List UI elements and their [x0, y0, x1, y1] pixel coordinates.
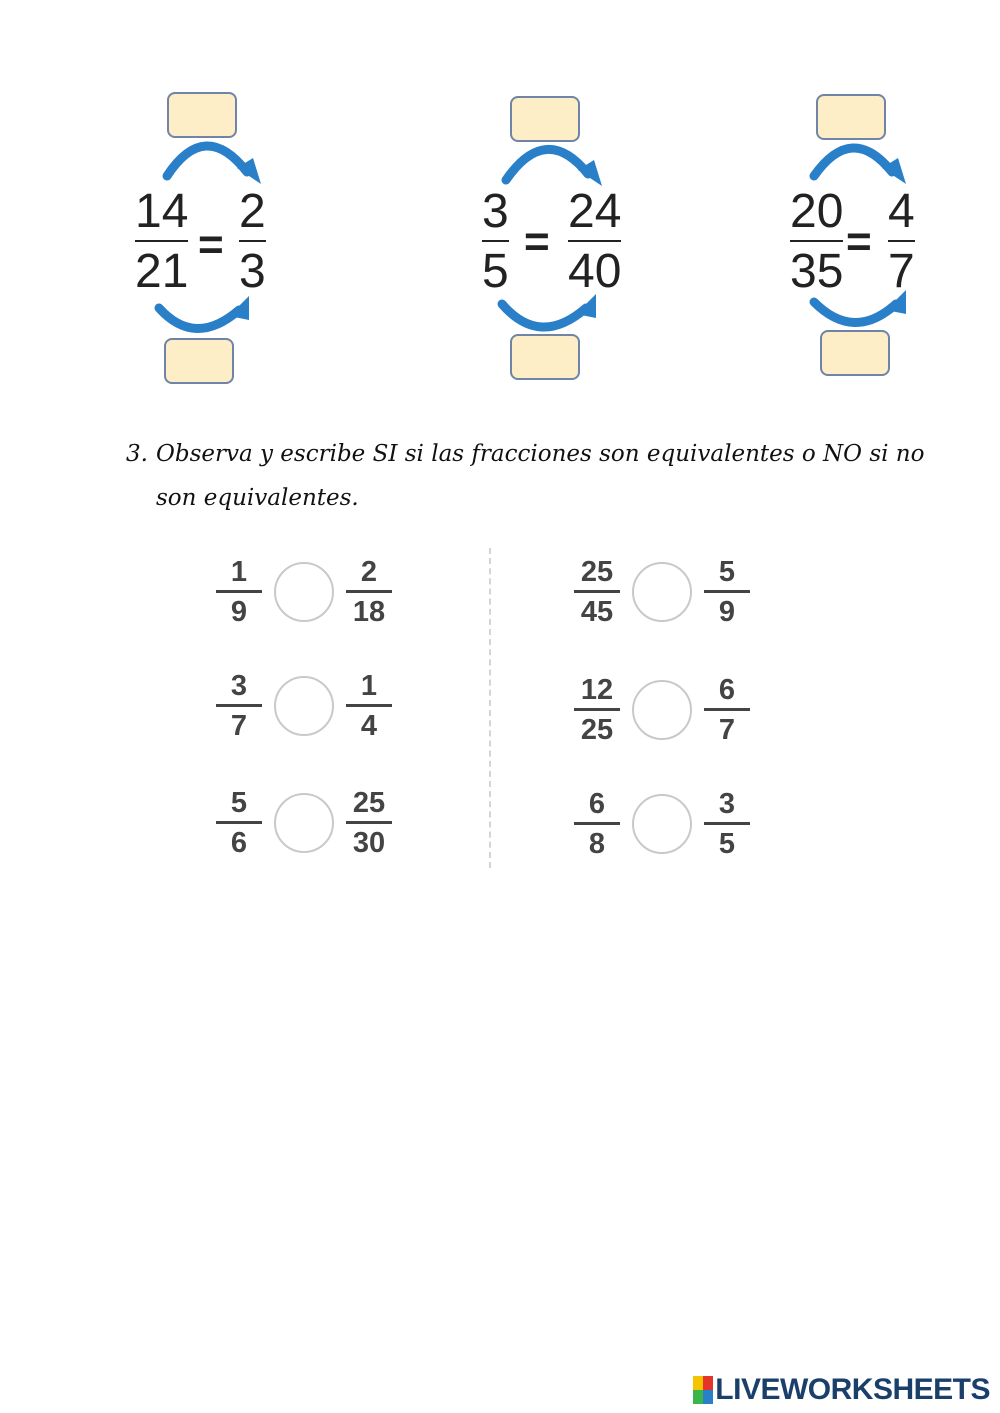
numerator: 4	[888, 185, 915, 238]
denominator: 3	[239, 245, 266, 298]
fraction-bar	[216, 590, 262, 593]
fraction-b	[704, 555, 750, 628]
denominator: 7	[718, 713, 736, 746]
fraction-bar	[346, 821, 392, 824]
numerator: 3	[482, 185, 509, 238]
bottom-answer-box[interactable]	[820, 330, 890, 376]
diagram-1	[115, 88, 315, 388]
diagram-3	[780, 92, 980, 392]
denominator: 5	[482, 245, 509, 298]
numerator: 14	[135, 185, 189, 238]
fraction-a	[216, 555, 262, 628]
fraction-a	[574, 673, 620, 746]
column-divider	[489, 548, 491, 868]
numerator: 25	[352, 786, 386, 819]
fraction-bar	[346, 590, 392, 593]
numerator: 24	[568, 185, 622, 238]
brand-name: LIVEWORKSHEETS	[715, 1373, 990, 1406]
numerator: 5	[230, 786, 248, 819]
denominator: 7	[888, 245, 915, 298]
answer-circle[interactable]	[274, 676, 334, 736]
comparison-row	[216, 552, 392, 632]
numerator: 1	[360, 669, 378, 702]
denominator: 30	[352, 826, 386, 859]
comparison-row	[574, 552, 750, 632]
numerator: 20	[790, 185, 844, 238]
comparison-row	[574, 784, 750, 864]
fraction-b	[346, 555, 392, 628]
numerator: 6	[718, 673, 736, 706]
answer-circle[interactable]	[632, 680, 692, 740]
fraction-a	[574, 787, 620, 860]
numerator: 6	[588, 787, 606, 820]
fraction-bar	[216, 704, 262, 707]
fraction-b	[346, 669, 392, 742]
fraction-bar	[574, 590, 620, 593]
equals-sign: =	[846, 217, 872, 266]
fraction-b	[704, 787, 750, 860]
diagram-2	[470, 92, 670, 392]
bottom-answer-box[interactable]	[510, 334, 580, 380]
numerator: 2	[239, 185, 266, 238]
fraction-bar	[346, 704, 392, 707]
answer-circle[interactable]	[632, 562, 692, 622]
denominator: 8	[588, 827, 606, 860]
numerator: 5	[718, 555, 736, 588]
instruction-line-2: son equivalentes.	[156, 485, 359, 511]
numerator: 1	[230, 555, 248, 588]
instruction	[126, 432, 926, 520]
denominator: 18	[352, 595, 386, 628]
fraction-b	[704, 673, 750, 746]
logo-icon	[693, 1376, 713, 1404]
bottom-answer-box[interactable]	[164, 338, 234, 384]
answer-circle[interactable]	[274, 793, 334, 853]
comparison-row	[216, 666, 392, 746]
denominator: 5	[718, 827, 736, 860]
numerator: 3	[718, 787, 736, 820]
denominator: 9	[718, 595, 736, 628]
fraction-bar	[574, 822, 620, 825]
numerator: 2	[360, 555, 378, 588]
comparison-row	[574, 670, 750, 750]
denominator: 9	[230, 595, 248, 628]
fraction-bar	[574, 708, 620, 711]
denominator: 4	[360, 709, 378, 742]
answer-circle[interactable]	[274, 562, 334, 622]
fraction-a	[216, 786, 262, 859]
numerator: 25	[580, 555, 614, 588]
fraction-bar	[704, 708, 750, 711]
liveworksheets-logo	[693, 1373, 990, 1407]
fraction-b	[346, 786, 392, 859]
fraction-bar	[216, 821, 262, 824]
denominator: 45	[580, 595, 614, 628]
instruction-line-1: Observa y escribe SI si las fracciones son equivalentes o NO si no	[156, 441, 925, 467]
comparison-row	[216, 783, 392, 863]
denominator: 7	[230, 709, 248, 742]
fraction-bar	[704, 822, 750, 825]
denominator: 25	[580, 713, 614, 746]
denominator: 35	[790, 245, 844, 298]
answer-circle[interactable]	[632, 794, 692, 854]
equals-sign: =	[524, 217, 550, 266]
fraction-a	[574, 555, 620, 628]
numerator: 3	[230, 669, 248, 702]
denominator: 21	[135, 245, 189, 298]
denominator: 40	[568, 245, 622, 298]
fraction-a	[216, 669, 262, 742]
fraction-bar	[704, 590, 750, 593]
instruction-number: 3.	[126, 441, 148, 467]
equals-sign: =	[198, 220, 224, 269]
numerator: 12	[580, 673, 614, 706]
denominator: 6	[230, 826, 248, 859]
